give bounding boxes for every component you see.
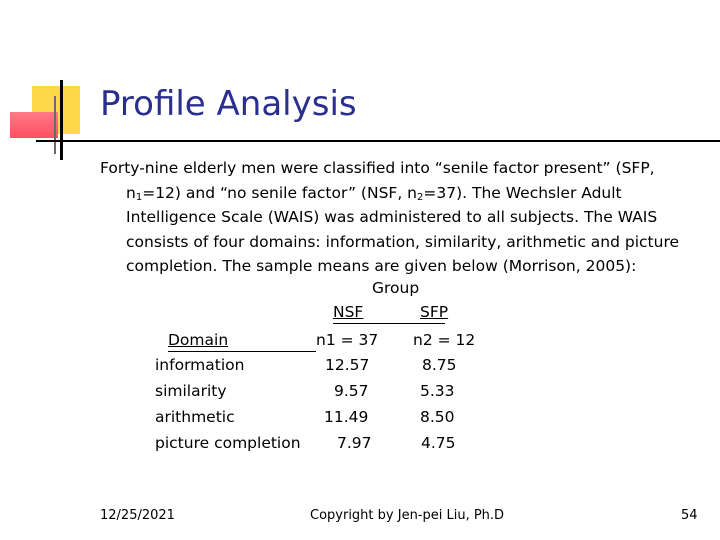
footer-date: 12/25/2021 — [100, 508, 175, 523]
sfp-header: SFP — [420, 303, 449, 321]
intro-line-2 — [100, 181, 700, 206]
sfp-cell: 8.75 — [422, 356, 457, 374]
nsf-n-header: n1 = 37 — [316, 331, 379, 349]
intro-line-1: Forty-nine elderly men were classified into “senile factor present” (SFP, — [100, 159, 655, 177]
domain-cell: similarity — [155, 382, 227, 400]
decor-vertical-line — [60, 80, 63, 160]
nsf-cell: 9.57 — [334, 382, 369, 400]
decor-red-bar — [10, 112, 58, 138]
nsf-cell: 12.57 — [325, 356, 370, 374]
sfp-cell: 4.75 — [421, 434, 456, 452]
domain-header: Domain — [168, 331, 229, 349]
nsf-header: NSF — [333, 303, 364, 321]
decor-gray-vertical-line — [54, 96, 56, 154]
domain-header-underline — [168, 351, 316, 352]
domain-cell: picture completion — [155, 434, 301, 452]
intro-paragraph — [100, 156, 700, 279]
domain-cell: information — [155, 356, 245, 374]
sfp-cell: 8.50 — [420, 408, 455, 426]
footer-copyright: Copyright by Jen-pei Liu, Ph.D — [310, 508, 505, 523]
group-header: Group — [372, 279, 420, 297]
sfp-n-header: n2 = 12 — [413, 331, 476, 349]
title-underline-rule — [36, 140, 720, 142]
intro-line-3: Intelligence Scale (WAIS) was administered to all subjects. The WAIS — [126, 208, 658, 226]
intro-text: =37). The Wechsler Adult — [423, 183, 622, 202]
sfp-cell: 5.33 — [420, 382, 455, 400]
intro-line-4: consists of four domains: information, similarity, arithmetic and picture — [126, 232, 680, 251]
intro-text: n — [126, 183, 136, 202]
page-number: 54 — [681, 508, 698, 523]
subscript: 1 — [135, 191, 143, 203]
slide-title: Profile Analysis — [100, 84, 357, 124]
nsf-cell: 11.49 — [324, 408, 369, 426]
group-header-underline — [333, 323, 445, 324]
subscript: 2 — [417, 191, 424, 203]
nsf-cell: 7.97 — [337, 434, 372, 452]
domain-cell: arithmetic — [155, 408, 235, 426]
intro-line-5: completion. The sample means are given below (Morrison, 2005): — [126, 257, 637, 275]
intro-text: =12) and “no senile factor” (NSF, n — [142, 183, 417, 202]
